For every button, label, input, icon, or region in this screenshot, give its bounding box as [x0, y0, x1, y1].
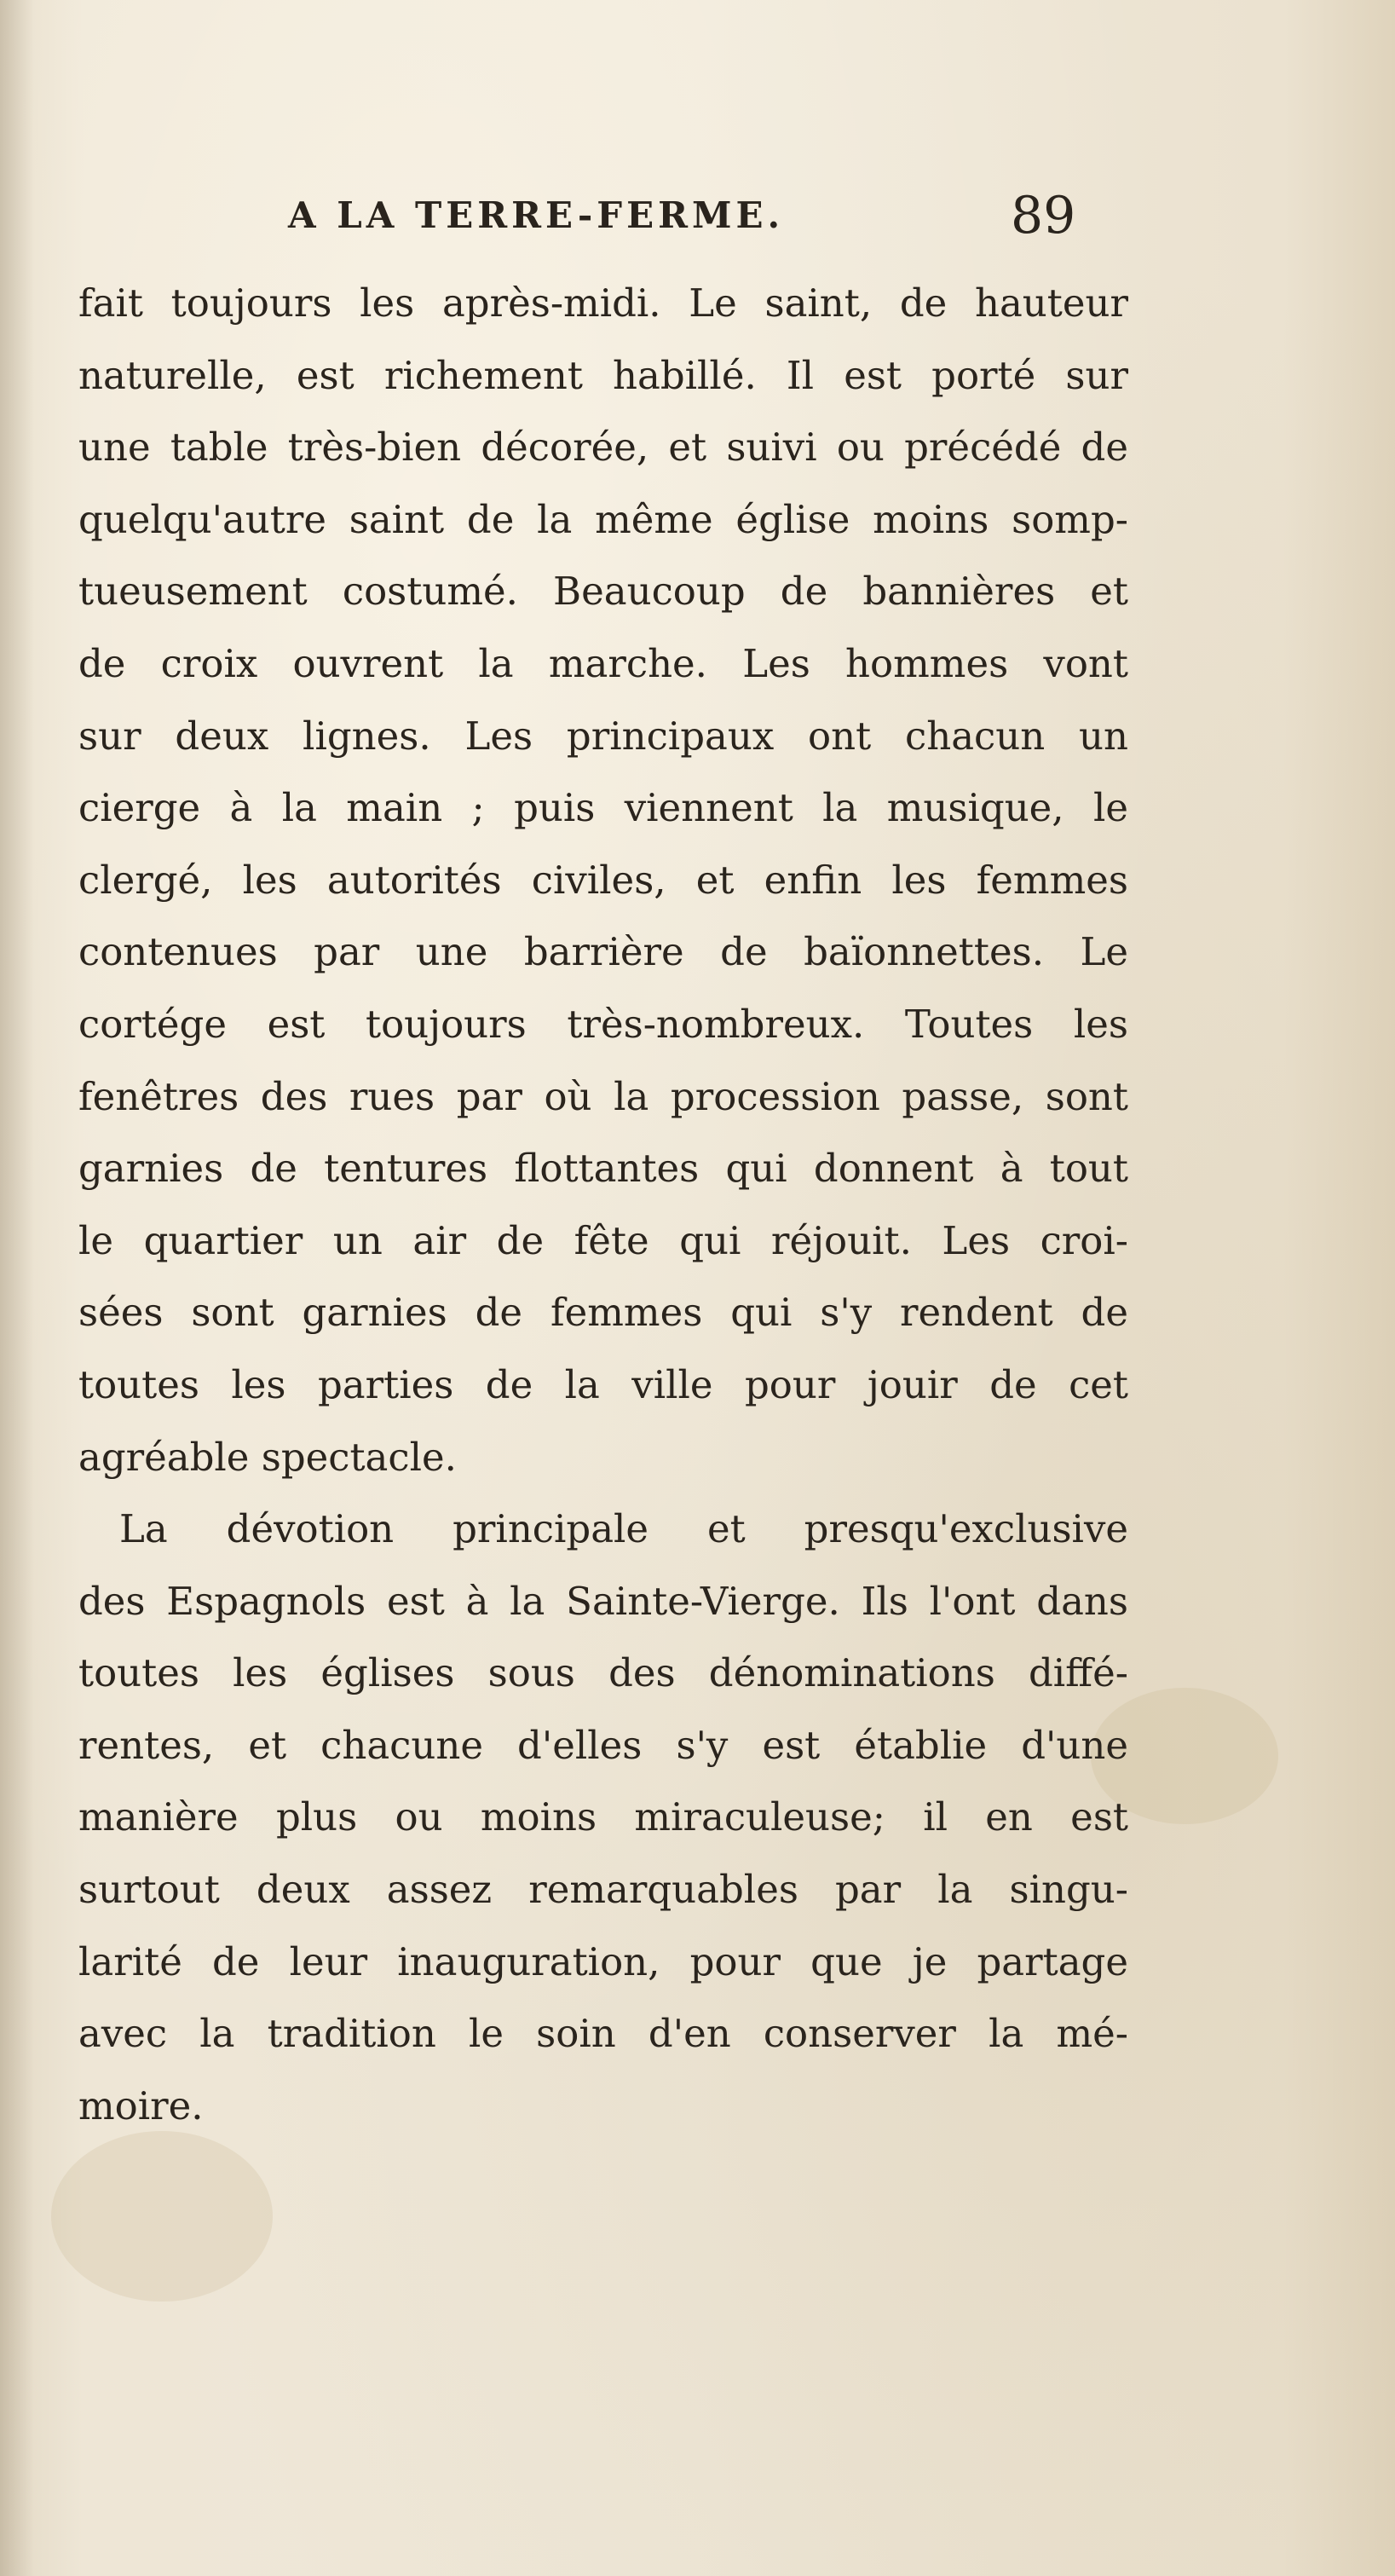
text-line: de croix ouvrent la marche. Les hommes vont [78, 640, 1128, 686]
text-line: tueusement costumé. Beaucoup de bannières et [78, 569, 1128, 615]
text-line: larité de leur inauguration, pour que je partage [78, 1938, 1128, 1984]
text-line: fenêtres des rues par où la procession passe, sont [78, 1073, 1128, 1119]
text-line: une table très-bien décorée, et suivi ou précédé de [78, 425, 1128, 471]
text-line: clergé, les autorités civiles, et enfin les femmes [78, 857, 1128, 903]
gutter-shadow [0, 0, 34, 2576]
text-line: cierge à la main ; puis viennent la musique, le [78, 785, 1128, 831]
text-line: cortége est toujours très-nombreux. Toutes les [78, 1001, 1128, 1047]
text-line: le quartier un air de fête qui réjouit. Les croi- [78, 1217, 1128, 1263]
body-text [78, 268, 1128, 2142]
running-head: A LA TERRE-FERME. [288, 194, 785, 236]
text-line: sées sont garnies de femmes qui s'y rendent de [78, 1290, 1128, 1336]
text-line: avec la tradition le soin d'en conserver la mé- [78, 2011, 1128, 2057]
text-line: toutes les églises sous des dénominations diffé- [78, 1650, 1128, 1696]
page-number: 89 [1011, 186, 1076, 245]
text-line: rentes, et chacune d'elles s'y est établie d'une [78, 1722, 1128, 1768]
text-line: des Espagnols est à la Sainte-Vierge. Ils l'ont dans [78, 1578, 1128, 1624]
paper-stain [51, 2131, 273, 2302]
text-line: toutes les parties de la ville pour jouir de cet [78, 1361, 1128, 1407]
text-line: garnies de tentures flottantes qui donnent à tout [78, 1146, 1128, 1192]
text-line: fait toujours les après-midi. Le saint, de hauteur [78, 280, 1128, 326]
paragraph-end-line: moire. [78, 2082, 204, 2128]
text-line: manière plus ou moins miraculeuse; il en est [78, 1794, 1128, 1840]
paragraph-end-line: agréable spectacle. [78, 1434, 457, 1480]
text-line: contenues par une barrière de baïonnettes. Le [78, 929, 1128, 975]
text-line: naturelle, est richement habillé. Il est porté sur [78, 352, 1128, 398]
text-line: quelqu'autre saint de la même église moins somp- [78, 496, 1128, 542]
text-line: surtout deux assez remarquables par la singu- [78, 1867, 1128, 1913]
paragraph-first-line: La dévotion principale et presqu'exclusive [119, 1506, 1128, 1552]
text-line: sur deux lignes. Les principaux ont chacun un [78, 713, 1128, 759]
page-header [0, 186, 1395, 249]
